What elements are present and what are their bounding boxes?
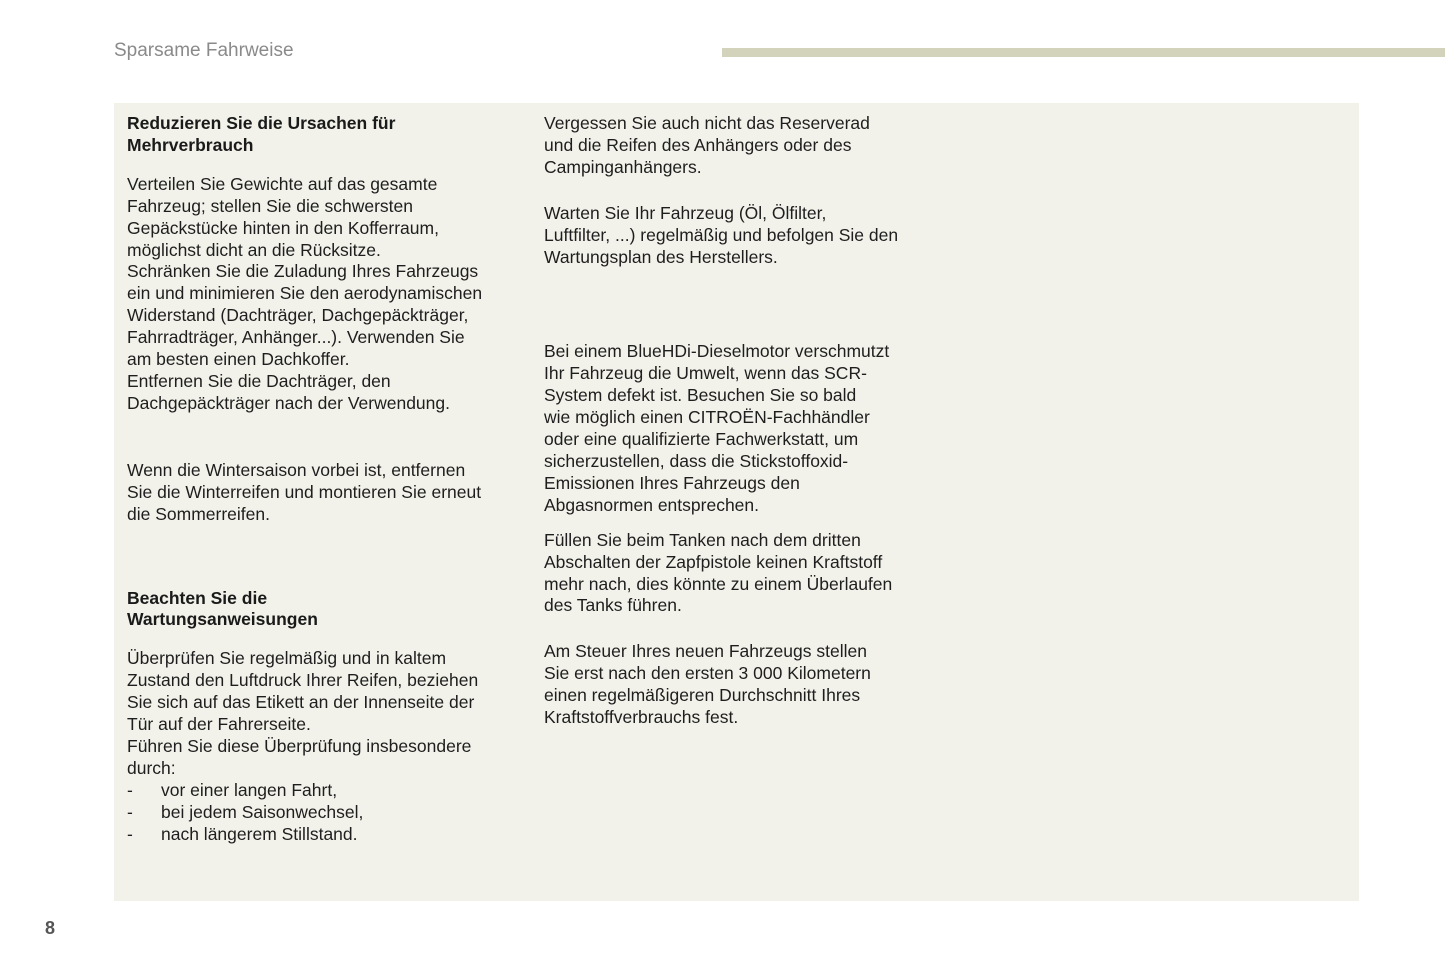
paragraph-spare-wheel: Vergessen Sie auch nicht das Reserverad und die Reifen des Anhängers oder des Campinganhängers. <box>544 113 870 177</box>
list-item-text: nach längerem Stillstand. <box>161 823 358 844</box>
list-item <box>127 780 527 802</box>
list-item <box>127 802 527 824</box>
page-number: 8 <box>45 918 56 938</box>
right-column <box>544 113 944 729</box>
check-occasions-list <box>127 780 527 846</box>
list-dash: - <box>127 823 133 844</box>
paragraph-service-plan: Warten Sie Ihr Fahrzeug (Öl, Ölfilter, Luftfilter, ...) regelmäßig und befolgen Sie den Wartungsplan des Herstellers. <box>544 202 899 267</box>
heading-reduce-causes: Reduzieren Sie die Ursachen für Mehrverbrauch <box>127 113 396 155</box>
list-item-text: bei jedem Saisonwechsel, <box>161 801 364 822</box>
list-item-text: vor einer langen Fahrt, <box>161 779 338 800</box>
paragraph-new-vehicle: Am Steuer Ihres neuen Fahrzeugs stellen Sie erst nach den ersten 3 000 Kilometern einen regelmäßigeren Durchschnitt Ihres Kraftstoffverbrauchs fest. <box>544 641 871 728</box>
list-dash: - <box>127 801 133 822</box>
left-column <box>127 113 527 845</box>
header-bar <box>722 48 1445 57</box>
paragraph-refuelling: Füllen Sie beim Tanken nach dem dritten Abschalten der Zapfpistole keinen Kraftstoff mehr nach, dies könnte zu einem Überlaufen des Tanks führen. <box>544 529 893 616</box>
paragraph-weight-distribution: Verteilen Sie Gewichte auf das gesamte Fahrzeug; stellen Sie die schwersten Gepäckstücke hinten in den Kofferraum, möglichst dicht an die Rücksitze. Schränken Sie die Zuladung Ihres Fahrzeugs ein und minimieren Sie den aerodynamischen Widerstand (Dachträger, Dachgepäckträger, Fahrradträger, Anhänger...). Verwenden Sie am besten einen Dachkoffer. Entfernen Sie die Dachträger, den Dachgepäckträger nach der Verwendung. <box>127 173 483 413</box>
section-title: Sparsame Fahrweise <box>114 40 294 61</box>
paragraph-winter-tires: Wenn die Wintersaison vorbei ist, entfernen Sie die Winterreifen und montieren Sie erneut die Sommerreifen. <box>127 459 482 524</box>
list-dash: - <box>127 779 133 800</box>
paragraph-bluehdi-scr: Bei einem BlueHDi-Dieselmotor verschmutzt Ihr Fahrzeug die Umwelt, wenn das SCR- System defekt ist. Besuchen Sie so bald wie möglich einen CITROËN-Fachhändler oder eine qualifizierte Fachwerkstatt, um sicherzustellen, dass die Stickstoffoxid- Emissionen Ihres Fahrzeugs den Abgasnormen entsprechen. <box>544 341 890 515</box>
list-item <box>127 824 527 846</box>
heading-maintenance: Beachten Sie die Wartungsanweisungen <box>127 587 318 630</box>
paragraph-tire-pressure: Überprüfen Sie regelmäßig und in kaltem Zustand den Luftdruck Ihrer Reifen, beziehen Sie sich auf das Etikett an der Innenseite der Tür auf der Fahrerseite. Führen Sie diese Überprüfung insbesondere durch: <box>127 648 479 778</box>
